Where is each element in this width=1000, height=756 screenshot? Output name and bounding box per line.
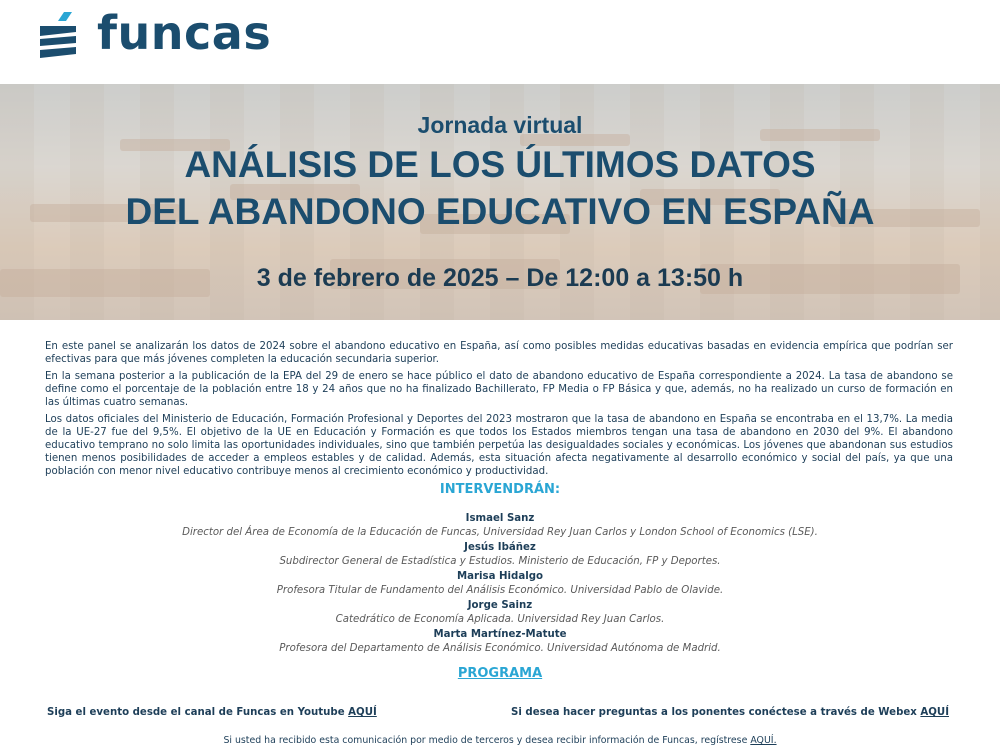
speakers-heading: INTERVENDRÁN: <box>439 482 561 497</box>
speaker <box>0 541 1000 570</box>
speaker-role: Profesora Titular de Fundamento del Análisis Económico. Universidad Pablo de Olavide. <box>276 585 724 596</box>
youtube-link[interactable]: AQUÍ <box>348 707 377 718</box>
event-date: 3 de febrero de 2025 – De 12:00 a 13:50 h <box>256 264 744 292</box>
speaker-name: Marisa Hidalgo <box>457 571 543 582</box>
speaker-role: Catedrático de Economía Aplicada. Universidad Rey Juan Carlos. <box>335 614 665 625</box>
youtube-notice-text: Siga el evento desde el canal de Funcas en Youtube <box>47 707 349 718</box>
funcas-logo-icon <box>40 12 78 58</box>
speaker <box>0 628 1000 657</box>
youtube-notice <box>47 707 377 718</box>
webex-link[interactable]: AQUÍ <box>920 707 949 718</box>
registration-notice <box>0 735 1000 746</box>
header <box>0 0 1000 84</box>
registration-link[interactable]: AQUÍ. <box>750 735 777 746</box>
webex-notice <box>511 707 949 718</box>
speaker <box>0 512 1000 541</box>
speaker-name: Jesús Ibáñez <box>464 542 536 553</box>
event-banner <box>0 84 1000 320</box>
speaker-role: Director del Área de Economía de la Educación de Funcas, Universidad Rey Juan Carlos y London School of Economics (LSE). <box>182 527 818 538</box>
speaker <box>0 570 1000 599</box>
speaker-name: Marta Martínez-Matute <box>433 629 567 640</box>
event-type: Jornada virtual <box>417 112 583 138</box>
description-paragraph-1: En este panel se analizarán los datos de 2024 sobre el abandono educativo en España, así como posibles medidas educativas basadas en evidencia empírica que podrían ser efectivas para que más jóvenes completen la educación secundaria superior. <box>45 341 953 365</box>
speakers-list <box>0 512 1000 657</box>
webex-notice-text: Si desea hacer preguntas a los ponentes conéctese a través de Webex <box>511 707 921 718</box>
programa-link[interactable]: PROGRAMA <box>457 666 543 681</box>
speaker-role: Subdirector General de Estadística y Estudios. Ministerio de Educación, FP y Deportes. <box>279 556 721 567</box>
speaker-name: Jorge Sainz <box>467 600 533 611</box>
event-title-line-1: ANÁLISIS DE LOS ÚLTIMOS DATOS <box>184 144 816 185</box>
speaker-name: Ismael Sanz <box>465 513 535 524</box>
speaker-role: Profesora del Departamento de Análisis Económico. Universidad Autónoma de Madrid. <box>279 643 721 654</box>
description-paragraph-3: Los datos oficiales del Ministerio de Educación, Formación Profesional y Deportes del 2023 mostraron que la tasa de abandono en España se encontraba en el 13,7%. La media de la UE-27 fue del 9,5%. El objetivo de la UE en Educación y Formación es que todos los Estados miembros tengan una tasa de abandono en 2030 del 9%. El abandono educativo temprano no solo limita las oportunidades individuales, sino que también perpetúa las desigualdades sociales y económicas. Los jóvenes que abandonan sus estudios tienen menos posibilidades de acceder a empleos estables y de calidad. Además, esta situación afecta negativamente al desarrollo económico y social del país, ya que una población con menor nivel educativo contribuye menos al crecimiento económico y productividad. <box>45 414 953 477</box>
event-title-line-2: DEL ABANDONO EDUCATIVO EN ESPAÑA <box>125 191 875 232</box>
event-description <box>45 340 953 482</box>
funcas-logo-text[interactable]: funcas <box>97 6 272 60</box>
speaker <box>0 599 1000 628</box>
description-paragraph-2: En la semana posterior a la publicación de la EPA del 29 de enero se hace público el dato de abandono educativo de España correspondiente a 2024. La tasa de abandono se define como el porcentaje de la población entre 18 y 24 años que no ha finalizado Bachillerato, FP Media o FP Básica y que, además, no ha realizado un curso de formación en las últimas cuatro semanas. <box>45 371 953 408</box>
registration-notice-text: Si usted ha recibido esta comunicación por medio de terceros y desea recibir información de Funcas, regístrese <box>223 735 751 746</box>
